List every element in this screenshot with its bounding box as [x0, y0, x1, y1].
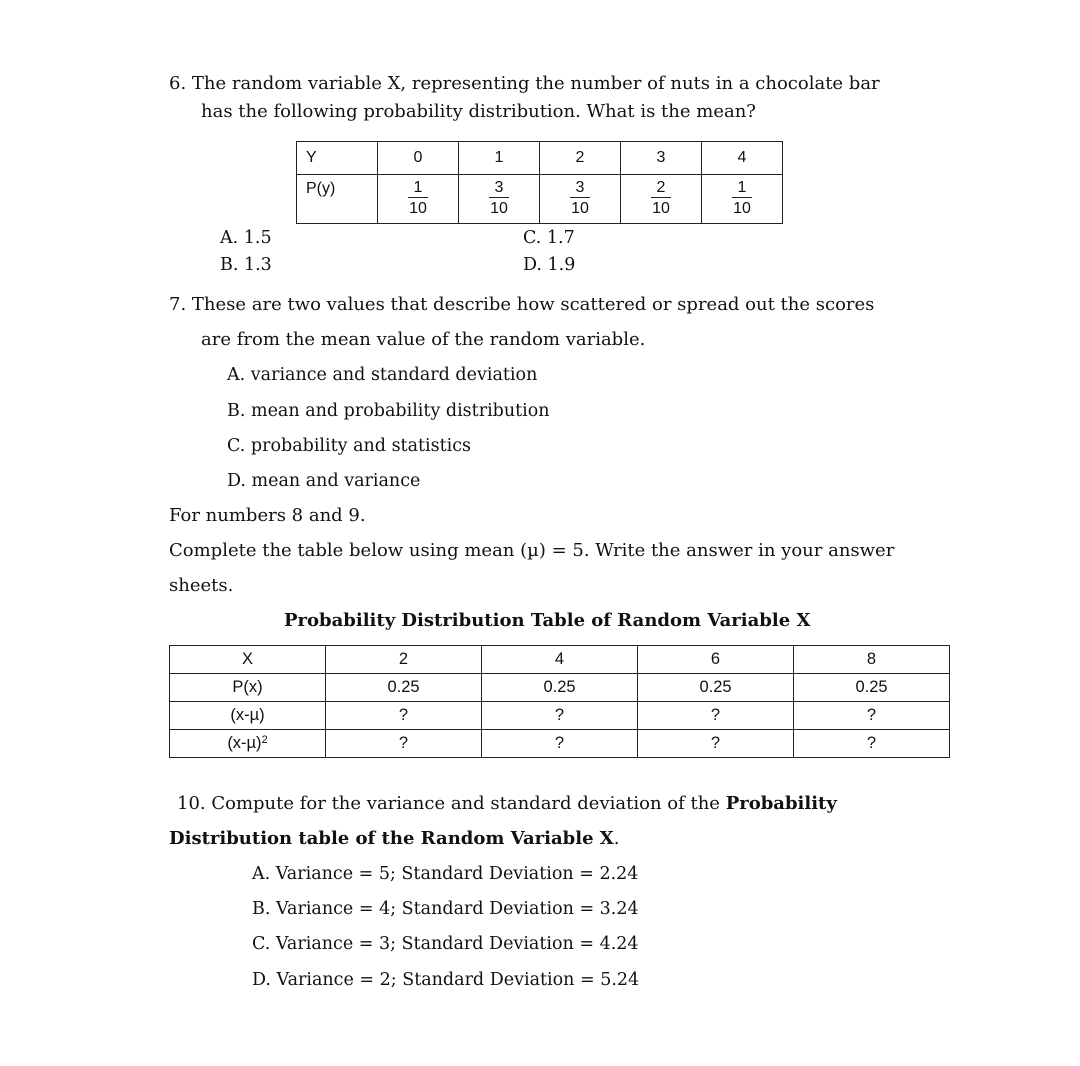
q10-text-line1	[177, 793, 837, 815]
x-value: 2	[326, 646, 482, 674]
table-row	[170, 646, 950, 674]
q10-line1-bold: Probability	[725, 793, 837, 814]
y-value: 1	[459, 142, 540, 175]
q6-option-c: C. 1.7	[523, 228, 575, 248]
denominator: 10	[733, 200, 751, 217]
q10-option-a: A. Variance = 5; Standard Deviation = 2.24	[252, 864, 639, 884]
q10-line2-end: .	[613, 828, 620, 849]
q6-option-b: B. 1.3	[220, 255, 272, 275]
probability-fraction	[621, 175, 702, 224]
q10-line1-plain: 10. Compute for the variance and standard deviation of the	[177, 793, 726, 814]
q7-option-c: C. probability and statistics	[227, 436, 472, 456]
denominator: 10	[652, 200, 670, 217]
exponent: 2	[261, 734, 268, 746]
q7-text-line1: 7. These are two values that describe how scattered or spread out the scores	[169, 294, 875, 315]
instruction-line2: sheets.	[169, 575, 234, 596]
deviation-cell: ?	[638, 702, 794, 730]
q6-option-d: D. 1.9	[523, 255, 576, 275]
deviation-squared-cell: ?	[638, 730, 794, 758]
p-value: 0.25	[794, 674, 950, 702]
q7-option-d: D. mean and variance	[227, 471, 421, 491]
probability-fraction	[459, 175, 540, 224]
p-value: 0.25	[482, 674, 638, 702]
deviation-squared-cell: ?	[482, 730, 638, 758]
table2-title: Probability Distribution Table of Random Variable X	[284, 610, 811, 631]
probability-fraction	[378, 175, 459, 224]
q7-option-b: B. mean and probability distribution	[227, 401, 550, 421]
for-numbers-text: For numbers 8 and 9.	[169, 505, 366, 526]
deviation-cell: ?	[326, 702, 482, 730]
q10-line2-bold: Distribution table of the Random Variable X	[169, 828, 614, 849]
probability-fraction	[540, 175, 621, 224]
py-label: P(y)	[306, 180, 336, 197]
deviation-squared-cell: ?	[794, 730, 950, 758]
numerator: 1	[408, 179, 429, 198]
instruction-line1: Complete the table below using mean (µ) = 5. Write the answer in your answer	[169, 540, 895, 561]
row-label-px: P(x)	[170, 674, 326, 702]
table-row	[170, 730, 950, 758]
q7-text-line2: are from the mean value of the random variable.	[201, 329, 646, 350]
q10-option-b: B. Variance = 4; Standard Deviation = 3.24	[252, 899, 639, 919]
deviation-cell: ?	[482, 702, 638, 730]
deviation-cell: ?	[794, 702, 950, 730]
probability-distribution-table-x	[169, 645, 950, 758]
q7-option-a: A. variance and standard deviation	[227, 365, 538, 385]
q6-text-line1: 6. The random variable X, representing the number of nuts in a chocolate bar	[169, 73, 880, 94]
row-label-py	[297, 175, 378, 224]
deviation-label: (x-µ)	[227, 734, 262, 752]
q10-option-d: D. Variance = 2; Standard Deviation = 5.24	[252, 970, 640, 990]
q6-option-a: A. 1.5	[220, 228, 272, 248]
row-label-x: X	[170, 646, 326, 674]
table-row	[170, 702, 950, 730]
y-value: 3	[621, 142, 702, 175]
q10-text-line2	[169, 828, 620, 850]
row-label-deviation-squared	[170, 730, 326, 758]
y-value: 2	[540, 142, 621, 175]
p-value: 0.25	[638, 674, 794, 702]
row-label-y: Y	[297, 142, 378, 175]
x-value: 8	[794, 646, 950, 674]
q6-distribution-table	[296, 141, 783, 224]
numerator: 1	[732, 179, 753, 198]
probability-fraction	[702, 175, 783, 224]
table-row	[170, 674, 950, 702]
table-row	[297, 142, 783, 175]
numerator: 3	[489, 179, 510, 198]
denominator: 10	[571, 200, 589, 217]
x-value: 4	[482, 646, 638, 674]
x-value: 6	[638, 646, 794, 674]
denominator: 10	[409, 200, 427, 217]
deviation-squared-cell: ?	[326, 730, 482, 758]
denominator: 10	[490, 200, 508, 217]
numerator: 3	[570, 179, 591, 198]
y-value: 0	[378, 142, 459, 175]
table-row	[297, 175, 783, 224]
p-value: 0.25	[326, 674, 482, 702]
y-value: 4	[702, 142, 783, 175]
q10-option-c: C. Variance = 3; Standard Deviation = 4.24	[252, 934, 639, 954]
q6-text-line2: has the following probability distribution. What is the mean?	[201, 101, 756, 122]
row-label-deviation: (x-µ)	[170, 702, 326, 730]
numerator: 2	[651, 179, 672, 198]
